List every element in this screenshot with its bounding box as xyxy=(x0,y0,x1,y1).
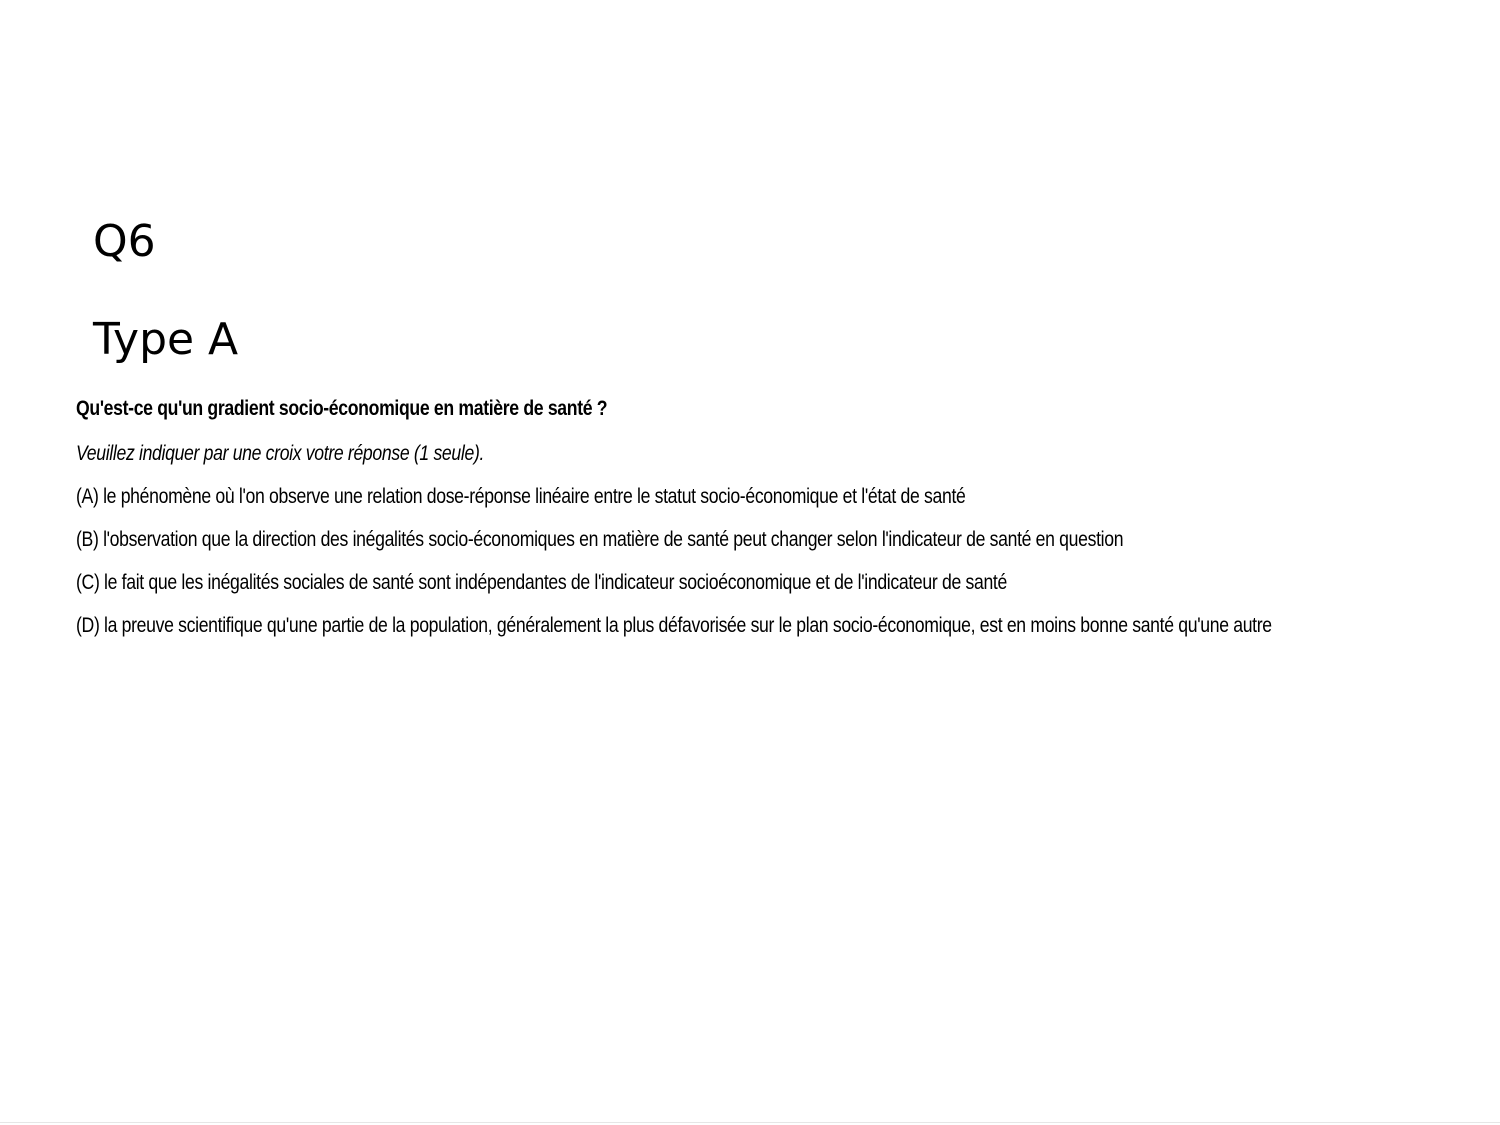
bottom-divider xyxy=(0,1122,1500,1123)
option-a: (A) le phénomène où l'on observe une relation dose-réponse linéaire entre le statut socio-économique et l'état de santé xyxy=(76,485,966,508)
option-d: (D) la preuve scientifique qu'une partie de la population, généralement la plus défavorisée sur le plan socio-économique, est en moins bonne santé qu'une autre xyxy=(76,614,1272,637)
option-c: (C) le fait que les inégalités sociales de santé sont indépendantes de l'indicateur socioéconomique et de l'indicateur de santé xyxy=(76,571,1007,594)
question-number: Q6 xyxy=(93,216,156,267)
question-text: Qu'est-ce qu'un gradient socio-économique en matière de santé ? xyxy=(76,397,608,420)
question-block xyxy=(76,398,1486,636)
option-b: (B) l'observation que la direction des inégalités socio-économiques en matière de santé peut changer selon l'indicateur de santé en question xyxy=(76,528,1124,551)
instruction-text: Veuillez indiquer par une croix votre réponse (1 seule). xyxy=(76,442,485,465)
question-type: Type A xyxy=(93,314,239,365)
